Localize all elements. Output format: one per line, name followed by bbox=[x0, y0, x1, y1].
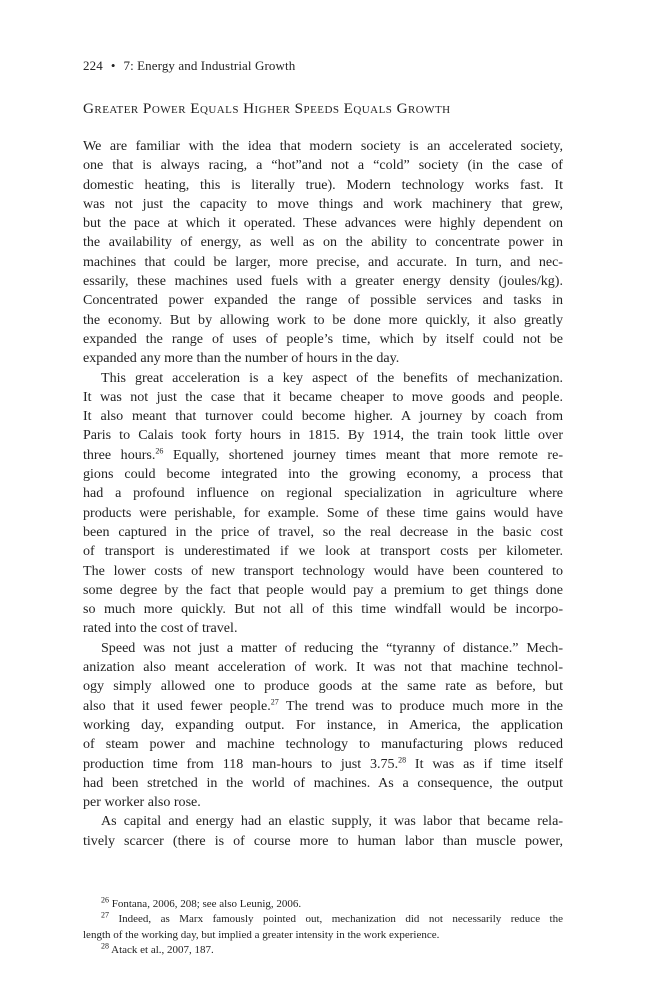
text-line: It was not just the case that it became cheaper to move goods and people. bbox=[83, 388, 563, 405]
footnotes bbox=[83, 897, 563, 959]
text-line: had been stretched in the world of machines. As a consequence, the output bbox=[83, 774, 563, 791]
body-text bbox=[83, 137, 563, 851]
text-line: expanded any more than the number of hours in the day. bbox=[83, 350, 400, 367]
footnote-ref-26[interactable]: 26 bbox=[155, 446, 164, 456]
footnote-text: Indeed, as Marx famously pointed out, mechanization did not necessarily reduce the bbox=[109, 913, 563, 926]
footnote-28 bbox=[83, 943, 563, 958]
text-line: Paris to Calais took forty hours in 1815. By 1914, the train took little over bbox=[83, 427, 563, 444]
footnote-number: 27 bbox=[101, 910, 109, 920]
text-line: products were perishable, for example. Some of these time gains would have bbox=[83, 504, 563, 521]
page-number: 224 bbox=[83, 58, 103, 73]
text-line: Speed was not just a matter of reducing the “tyranny of distance.” Mech- bbox=[101, 639, 563, 656]
footnote-ref-28[interactable]: 28 bbox=[398, 754, 407, 764]
paragraph-4 bbox=[83, 812, 563, 851]
text-line: rated into the cost of travel. bbox=[83, 620, 238, 637]
text-line: the availability of energy, as well as on the ability to concentrate power in bbox=[83, 234, 563, 251]
text-line: some degree by the fact that people would pay a premium to get things done bbox=[83, 581, 563, 598]
paragraph-3 bbox=[83, 639, 563, 813]
text-span: It was as if time itself bbox=[406, 755, 563, 772]
running-head bbox=[83, 56, 563, 76]
text-span: three hours. bbox=[83, 446, 156, 463]
section-title: Greater Power Equals Higher Speeds Equals Growth bbox=[83, 100, 451, 117]
text-line: but the pace at which it operated. These advances were highly dependent on bbox=[83, 215, 563, 232]
text-line: expanded the range of uses of people’s time, which by itself could not be bbox=[83, 330, 563, 347]
text-line: essarily, these machines used fuels with a greater energy density (joules/kg). bbox=[83, 273, 563, 290]
text-line: the economy. But by allowing work to be done more quickly, it also greatly bbox=[83, 311, 563, 328]
footnote-ref-27[interactable]: 27 bbox=[270, 696, 279, 706]
text-line: ogy simply allowed one to produce goods at the same rate as before, but bbox=[83, 678, 563, 695]
footnote-text: Fontana, 2006, 208; see also Leunig, 2006. bbox=[109, 897, 302, 910]
text-line bbox=[83, 755, 563, 774]
bullet-separator: • bbox=[110, 58, 116, 73]
footnote-number: 26 bbox=[101, 895, 109, 905]
text-line: one that is always racing, a “hot”and not a “cold” society (in the case of bbox=[83, 157, 563, 174]
text-line: been captured in the price of travel, so the real decrease in the basic cost bbox=[83, 523, 563, 540]
text-line: had a profound influence on regional specialization in agriculture where bbox=[83, 485, 563, 502]
footnote-27 bbox=[83, 912, 563, 927]
footnote-number: 28 bbox=[101, 941, 109, 951]
text-line: of transport is underestimated if we look at transport costs per kilometer. bbox=[83, 543, 563, 560]
paragraph-1 bbox=[83, 137, 563, 369]
text-span: production time from 118 man-hours to just 3.75. bbox=[83, 755, 399, 772]
text-line: It also meant that turnover could become higher. A journey by coach from bbox=[83, 408, 563, 425]
text-line: This great acceleration is a key aspect of the benefits of mechanization. bbox=[101, 369, 563, 386]
text-line: gions could become integrated into the growing economy, a process that bbox=[83, 466, 563, 483]
text-line: The lower costs of new transport technology would have been countered to bbox=[83, 562, 563, 579]
text-line: working day, expanding output. For instance, in America, the application bbox=[83, 716, 563, 733]
text-line bbox=[83, 446, 563, 465]
text-line: domestic heating, this is literally true). Modern technology works fast. It bbox=[83, 176, 563, 193]
text-line: of steam power and machine technology to manufacturing plows reduced bbox=[83, 736, 563, 753]
text-line: per worker also rose. bbox=[83, 794, 201, 811]
footnote-27-continuation: length of the working day, but implied a greater intensity in the work experience. bbox=[83, 928, 440, 941]
text-span: also that it used fewer people. bbox=[83, 697, 271, 714]
text-line: anization also meant acceleration of work. It was not that machine technol- bbox=[83, 659, 563, 676]
footnote-26 bbox=[83, 897, 563, 912]
text-line: We are familiar with the idea that modern society is an accelerated society, bbox=[83, 138, 563, 154]
text-line: was not just the capacity to move things and work machinery that grew, bbox=[83, 195, 563, 212]
text-span: The trend was to produce much more in the bbox=[278, 697, 563, 714]
text-line: tively scarcer (there is of course more to human labor than muscle power, bbox=[83, 832, 563, 849]
chapter-title: 7: Energy and Industrial Growth bbox=[123, 58, 296, 73]
book-page bbox=[83, 56, 563, 959]
text-line: Concentrated power expanded the range of possible services and tasks in bbox=[83, 292, 563, 309]
text-line: so much more quickly. But not all of this time windfall would be incorpo- bbox=[83, 601, 563, 618]
text-span: Equally, shortened journey times meant that more remote re- bbox=[163, 446, 564, 463]
text-line bbox=[83, 697, 563, 716]
footnote-text: Atack et al., 2007, 187. bbox=[109, 944, 214, 957]
text-line: machines that could be larger, more precise, and accurate. In turn, and nec- bbox=[83, 253, 563, 270]
paragraph-2 bbox=[83, 369, 563, 639]
text-line: As capital and energy had an elastic supply, it was labor that became rela- bbox=[101, 813, 563, 830]
